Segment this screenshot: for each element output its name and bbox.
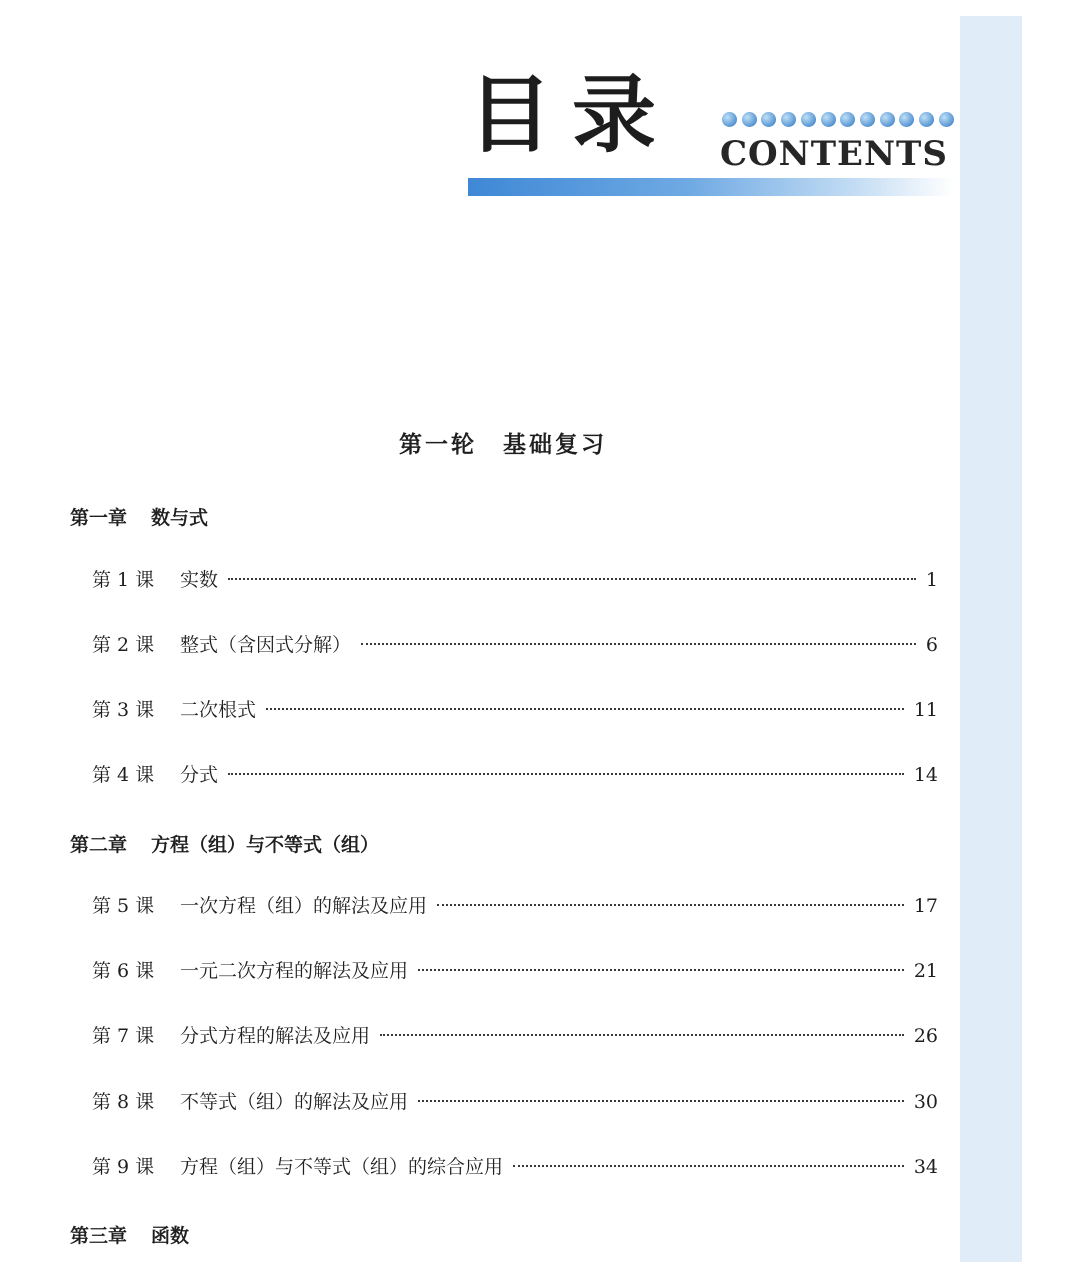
lesson-title: 方程（组）与不等式（组）的综合应用 — [180, 1156, 504, 1178]
title-underline-bar — [468, 178, 954, 196]
title-chinese: 目录 — [468, 66, 677, 164]
decorative-dots — [722, 110, 954, 128]
contents-heading — [468, 60, 958, 205]
page-number: 26 — [913, 1025, 938, 1047]
toc-entry[interactable] — [92, 760, 938, 790]
lesson-label: 第 5 课 — [92, 895, 155, 917]
dot-leader — [418, 1100, 904, 1102]
dot-leader — [418, 969, 904, 971]
toc-entry[interactable] — [92, 1021, 938, 1051]
dot-leader — [380, 1034, 904, 1036]
page-number: 1 — [925, 569, 938, 591]
toc-entry[interactable] — [92, 695, 938, 725]
lesson-label: 第 2 课 — [92, 634, 155, 656]
page-number: 11 — [913, 699, 938, 721]
lesson-title: 实数 — [180, 569, 219, 591]
toc-entry[interactable] — [92, 1087, 938, 1117]
lesson-title: 分式方程的解法及应用 — [180, 1025, 371, 1047]
lesson-label: 第 1 课 — [92, 569, 155, 591]
page-number: 21 — [913, 960, 938, 982]
toc-entry[interactable] — [92, 891, 938, 921]
toc-entry[interactable] — [92, 565, 938, 595]
lesson-label: 第 7 课 — [92, 1025, 155, 1047]
toc-entry[interactable] — [92, 630, 938, 660]
chapter-heading — [70, 503, 208, 530]
round-title: 第一轮 基础复习 — [399, 432, 607, 458]
dot-leader — [228, 578, 916, 580]
dot-leader — [228, 773, 904, 775]
lesson-title: 不等式（组）的解法及应用 — [180, 1091, 409, 1113]
page-number: 30 — [913, 1091, 938, 1113]
lesson-label: 第 9 课 — [92, 1156, 155, 1178]
page-number: 17 — [913, 895, 938, 917]
page-number: 6 — [925, 634, 938, 656]
lesson-label: 第 4 课 — [92, 764, 155, 786]
lesson-title: 一次方程（组）的解法及应用 — [180, 895, 428, 917]
dot-leader — [513, 1165, 904, 1167]
lesson-label: 第 6 课 — [92, 960, 155, 982]
toc-entry[interactable] — [92, 956, 938, 986]
chapter-heading — [70, 830, 379, 857]
dot-leader — [266, 708, 904, 710]
chapter-title: 数与式 — [151, 507, 209, 529]
page-number: 34 — [913, 1156, 938, 1178]
title-english: CONTENTS — [720, 134, 948, 174]
lesson-label: 第 3 课 — [92, 699, 155, 721]
lesson-title: 整式（含因式分解） — [180, 634, 352, 656]
side-decorative-band — [960, 16, 1022, 1262]
lesson-title: 一元二次方程的解法及应用 — [180, 960, 409, 982]
dot-leader — [361, 643, 916, 645]
lesson-title: 二次根式 — [180, 699, 257, 721]
chapter-heading — [70, 1221, 189, 1248]
toc-entry[interactable] — [92, 1152, 938, 1182]
page-number: 14 — [913, 764, 938, 786]
chapter-label: 第二章 — [70, 834, 128, 856]
lesson-title: 分式 — [180, 764, 219, 786]
dot-leader — [437, 904, 904, 906]
chapter-label: 第一章 — [70, 507, 128, 529]
chapter-title: 函数 — [151, 1225, 190, 1247]
lesson-label: 第 8 课 — [92, 1091, 155, 1113]
chapter-title: 方程（组）与不等式（组） — [151, 834, 380, 856]
chapter-label: 第三章 — [70, 1225, 128, 1247]
